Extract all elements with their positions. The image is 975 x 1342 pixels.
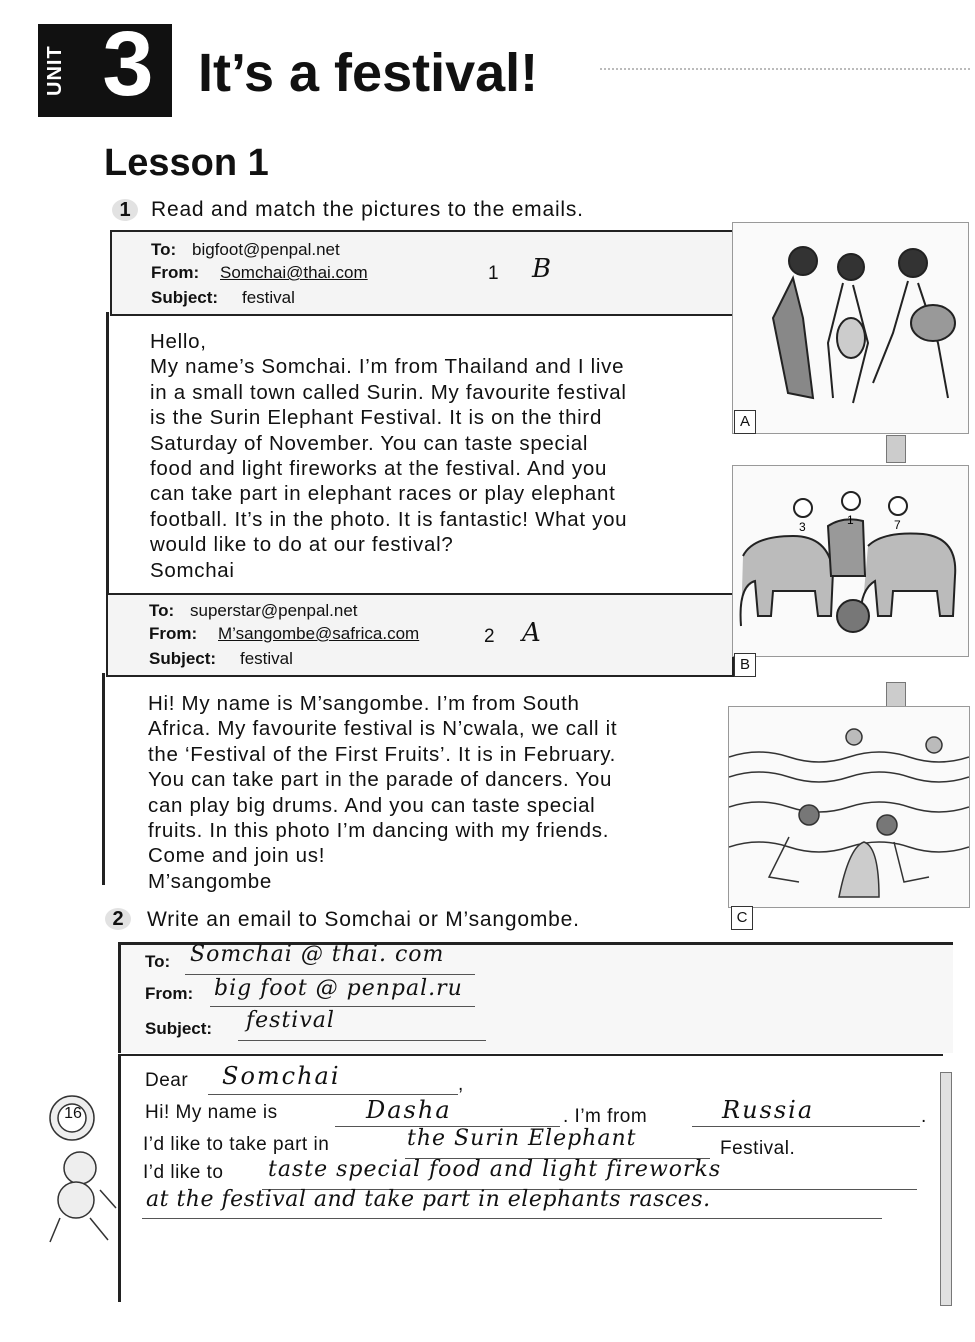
reply-from-line <box>210 1006 475 1007</box>
email-1-left-border <box>106 312 109 597</box>
email-2-subject: festival <box>240 649 293 668</box>
email-2-left-border <box>102 673 105 885</box>
page-number: 16 <box>64 1105 82 1122</box>
reply-name: Dasha <box>366 1096 452 1124</box>
reply-scrollbar <box>940 1072 952 1306</box>
exercise-2-number: 2 <box>105 908 131 930</box>
reply-country: Russia <box>722 1096 815 1124</box>
reply-like-line-2 <box>142 1218 882 1219</box>
email-1-match-answer: B <box>532 254 554 284</box>
reply-subject-line <box>238 1040 486 1041</box>
email-1-from: Somchai@thai.com <box>220 263 368 282</box>
page-title: It’s a festival! <box>198 43 539 103</box>
reply-to-label: To: <box>145 952 171 971</box>
email-1-subject: festival <box>242 288 295 307</box>
reply-from: big foot @ penpal.ru <box>214 976 463 1001</box>
picture-c-label: C <box>731 906 753 930</box>
email-1-from-label: From: <box>151 263 200 282</box>
beach-drawing <box>729 707 969 907</box>
reply-to: Somchai @ thai. com <box>190 942 445 967</box>
reply-name-prefix: Hi! My name is <box>145 1102 278 1123</box>
exercise-1-number: 1 <box>112 199 138 221</box>
email-1-match-number: 1 <box>488 263 499 284</box>
email-2-from: M’sangombe@safrica.com <box>218 624 420 643</box>
email-1-to: bigfoot@penpal.net <box>192 240 340 259</box>
reply-country-line <box>692 1126 920 1127</box>
reply-dear-line <box>208 1094 458 1095</box>
email-1-subject-label: Subject: <box>151 288 219 307</box>
reply-country-end: . <box>921 1106 927 1127</box>
picture-c <box>728 706 970 908</box>
reply-to-line <box>185 974 475 975</box>
exercise-1-instruction: Read and match the pictures to the emails. <box>151 198 584 221</box>
elephants-drawing <box>733 466 968 656</box>
picture-a <box>732 222 969 434</box>
exercise-2-instruction: Write an email to Somchai or M’sangombe. <box>147 908 580 931</box>
unit-number: 3 <box>102 13 154 115</box>
reply-like-text-2: at the festival and take part in elephants rasces. <box>146 1187 711 1212</box>
lesson-heading: Lesson 1 <box>104 142 269 184</box>
reply-dear-name: Somchai <box>222 1062 341 1090</box>
picture-a-label: A <box>734 410 756 434</box>
reply-festival-word: Festival. <box>720 1138 796 1159</box>
email-1-body: Hello, My name’s Somchai. I’m from Thailand and I live in a small town called Surin. My favourite festival is the Surin Elephant Festival. It is on the third Saturday of November. You can taste special food and light fireworks at the festival. And you can take part in elephant races or play elephant football. It’s in the photo. It is fantastic! What you would like to do at our festival? Somchai <box>150 330 628 582</box>
email-2-subject-label: Subject: <box>149 649 217 668</box>
unit-word: UNIT <box>44 45 66 97</box>
email-1-to-label: To: <box>151 240 177 259</box>
reply-festival-name: the Surin Elephant <box>407 1126 637 1151</box>
reply-from-label: From: <box>145 984 194 1003</box>
reply-subject: festival <box>246 1008 335 1033</box>
reply-like-prefix: I’d like to <box>143 1162 224 1183</box>
scroll-marker-1 <box>886 435 906 463</box>
reply-take-part-prefix: I’d like to take part in <box>143 1134 330 1155</box>
title-divider <box>600 68 970 70</box>
picture-b-label: B <box>734 653 756 677</box>
email-2-match-answer: A <box>522 618 543 648</box>
elephant-number-2: 1 <box>847 513 854 527</box>
email-2-body: Hi! My name is M’sangombe. I’m from South Africa. My favourite festival is N’cwala, we call it the ‘Festival of the First Fruits’. It is in February. You can take part in the parade of dancers. You can play big drums. And you can taste special fruits. In this photo I’m dancing with my friends. Come and join us! M’sangombe <box>148 692 618 893</box>
email-2-from-label: From: <box>149 624 198 643</box>
picture-b <box>732 465 969 657</box>
reply-dear-comma: , <box>458 1074 464 1095</box>
reply-like-text-1: taste special food and light fireworks <box>268 1157 722 1182</box>
reply-dear: Dear <box>145 1070 189 1091</box>
email-2-to-label: To: <box>149 601 175 620</box>
dancers-drawing <box>733 223 968 433</box>
reply-from-prefix: . I’m from <box>563 1106 648 1127</box>
elephant-number-3: 7 <box>894 518 901 532</box>
email-2-to: superstar@penpal.net <box>190 601 358 620</box>
reply-subject-label: Subject: <box>145 1019 213 1038</box>
elephant-number-1: 3 <box>799 520 806 534</box>
scroll-marker-2 <box>886 682 906 708</box>
email-2-match-number: 2 <box>484 626 495 647</box>
